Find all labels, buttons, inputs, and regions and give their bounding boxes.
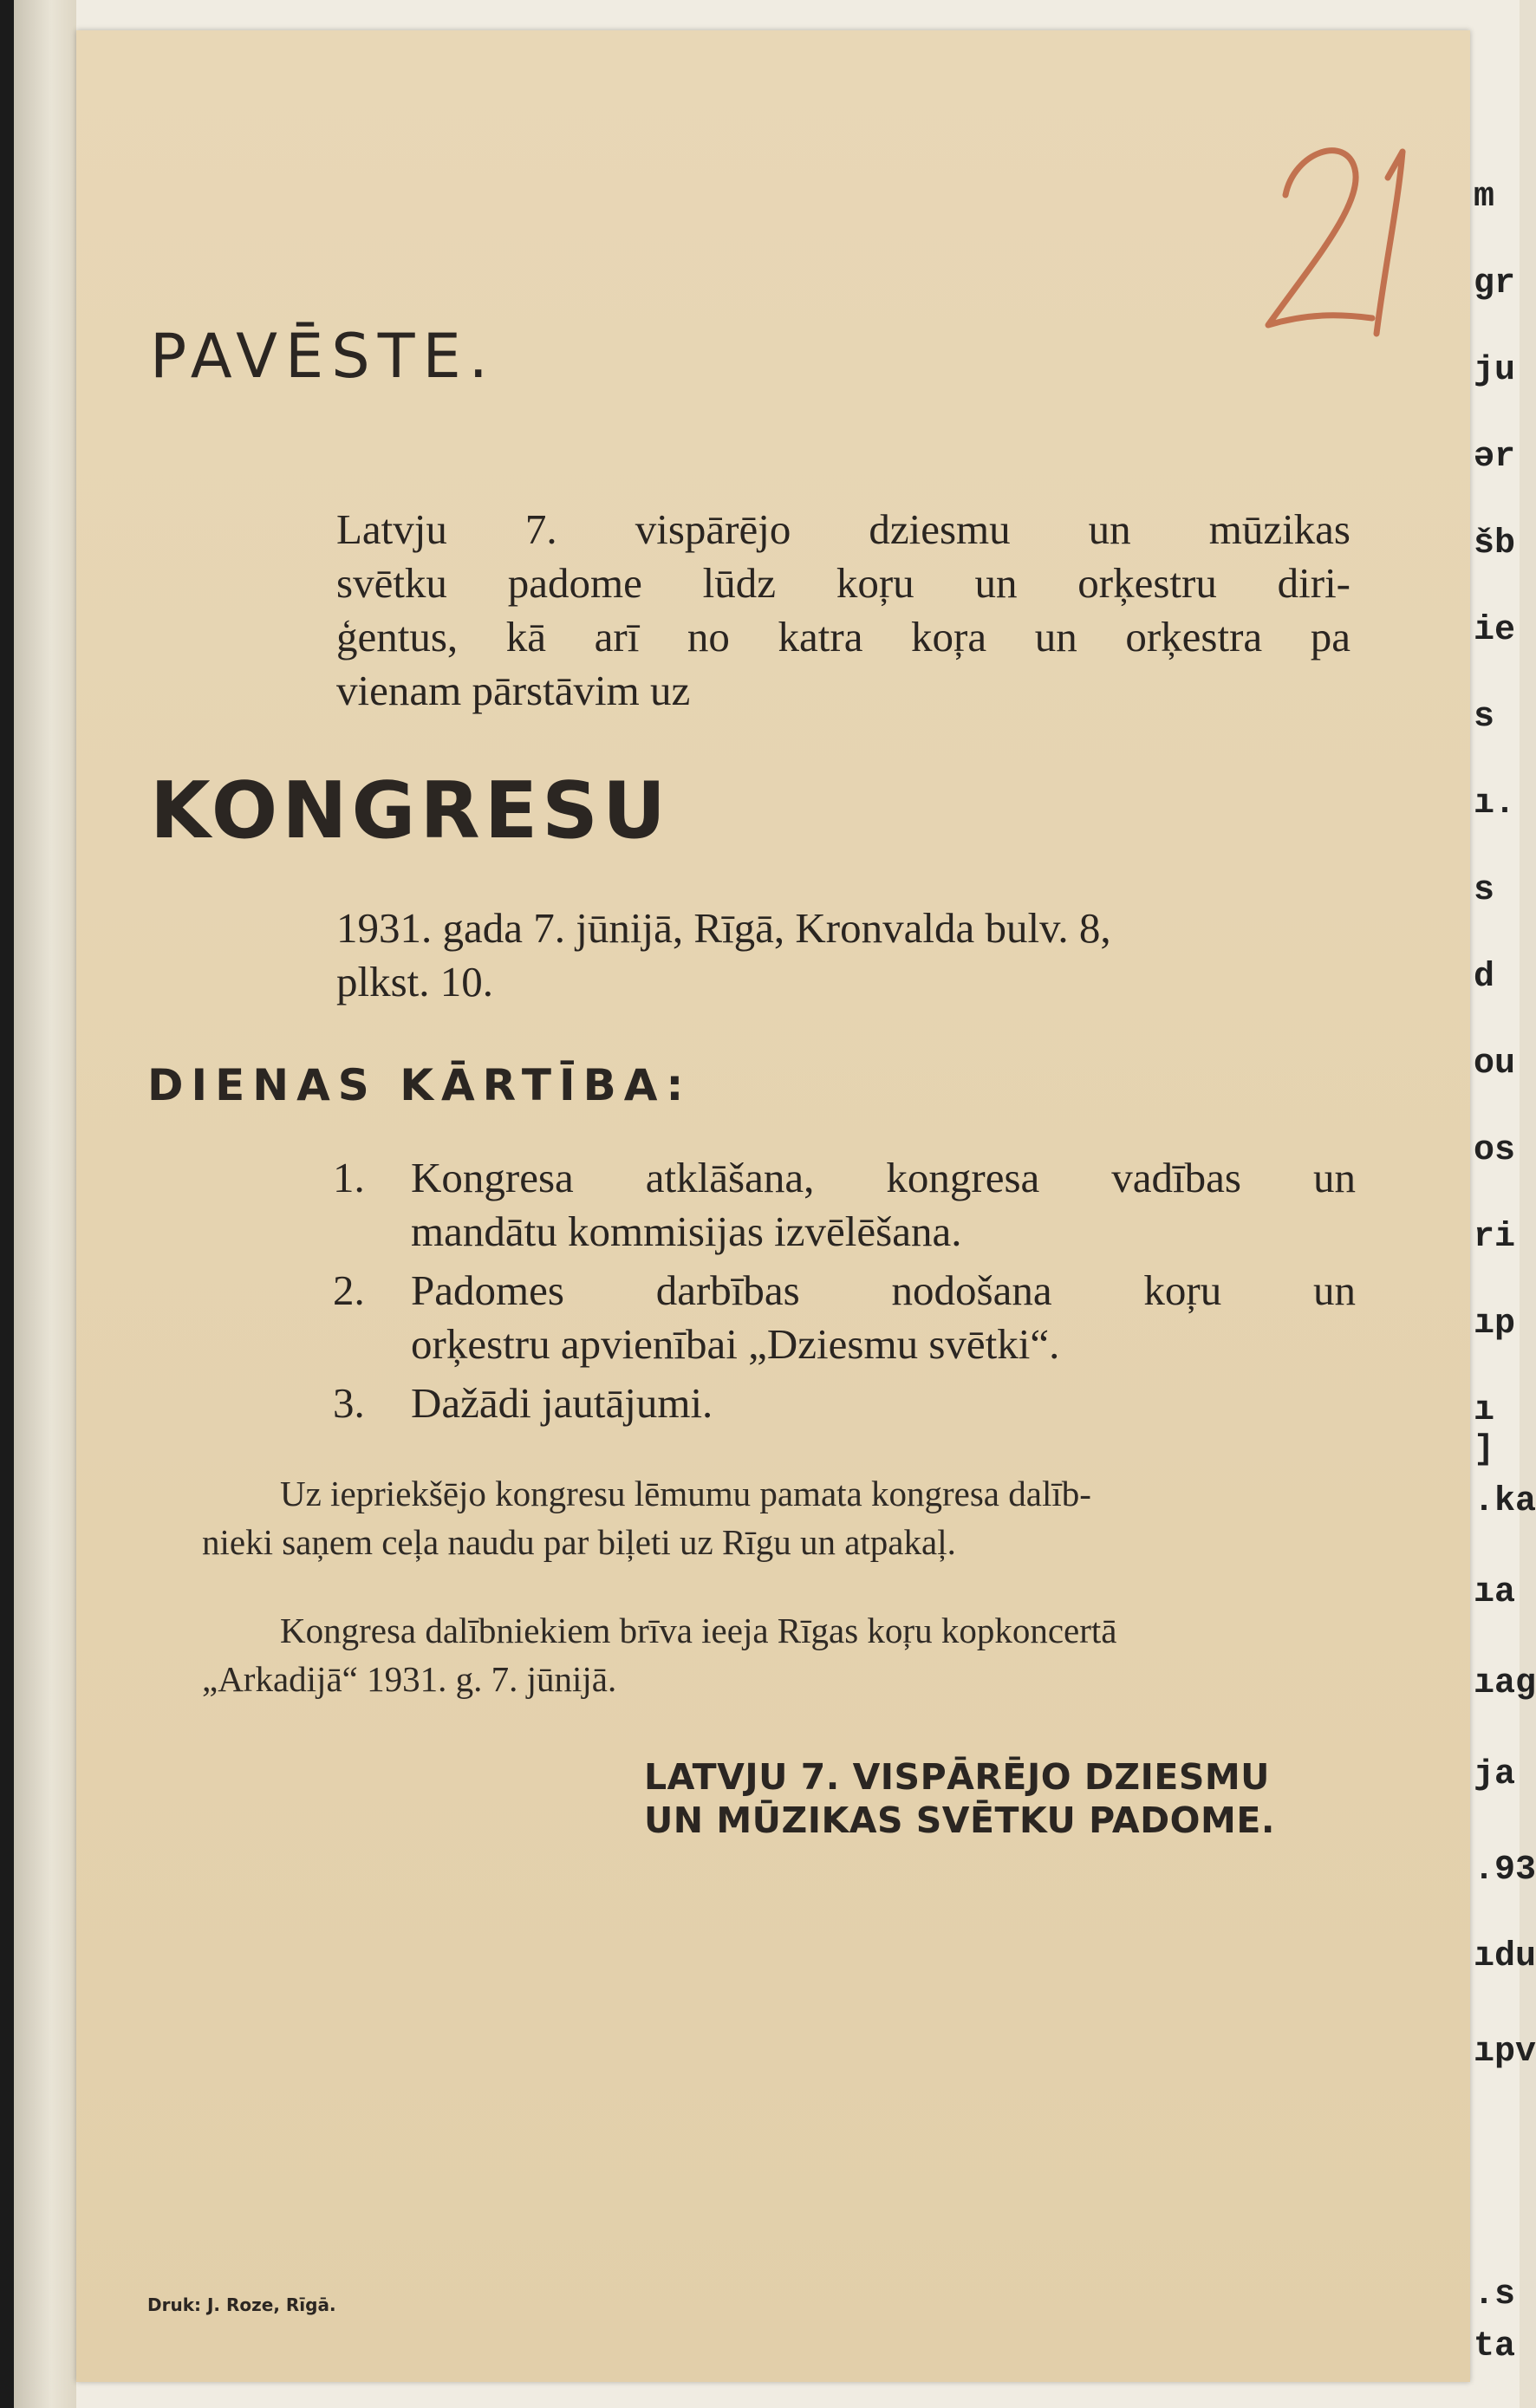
edge-fragment: m [1474, 178, 1495, 217]
edge-fragment: ja [1474, 1755, 1516, 1794]
edge-fragment: .93 [1474, 1851, 1536, 1890]
signature-line: LATVJU 7. VISPĀRĒJO DZIESMU [644, 1756, 1270, 1798]
signature-block [644, 1755, 1355, 1842]
edge-fragment: s [1474, 698, 1495, 737]
edge-fragment: ıp [1474, 1305, 1516, 1344]
travel-note [202, 1469, 1346, 1566]
edge-fragment: s [1474, 871, 1495, 910]
intro-line: ģentus, kā arī no katra koŗa un orķestra pa [336, 613, 1351, 661]
edge-fragment: ie [1474, 611, 1516, 650]
scan-border-strip [14, 0, 76, 2408]
edge-fragment: ıa [1474, 1573, 1516, 1612]
agenda-line: Dažādi jautājumi. [411, 1379, 713, 1427]
edge-fragment: .ka [1474, 1482, 1536, 1521]
edge-fragment: ı. [1474, 784, 1516, 823]
meeting-details [336, 901, 1351, 1009]
intro-paragraph [336, 503, 1351, 718]
meeting-line: plkst. 10. [336, 958, 494, 1006]
edge-fragment: ıag [1474, 1664, 1536, 1703]
agenda-line: Kongresa atklāšana, kongresa vadības un [411, 1154, 1356, 1201]
edge-fragment: d [1474, 958, 1495, 997]
handwritten-number-annotation [1233, 117, 1424, 351]
agenda-text [411, 1264, 1356, 1371]
note-line: „Arkadijā“ 1931. g. 7. jūnijā. [202, 1659, 617, 1699]
edge-fragment: gr [1474, 264, 1516, 303]
meeting-line: 1931. gada 7. jūnijā, Rīgā, Kronvalda bulv. 8, [336, 904, 1111, 952]
notice-sheet [76, 30, 1470, 2382]
note-line: nieki saņem ceļa naudu par biļeti uz Rīgu un atpakaļ. [202, 1522, 956, 1562]
edge-fragment: ri [1474, 1218, 1516, 1257]
scan-border-dark [0, 0, 14, 2408]
edge-fragment: ta [1474, 2327, 1516, 2366]
edge-fragment: ju [1474, 351, 1516, 390]
page-title: PAVĒSTE. [150, 321, 496, 392]
agenda-number: 2. [333, 1266, 365, 1314]
agenda-line: Padomes darbības nodošana koŗu un [411, 1266, 1356, 1314]
edge-fragment: .s [1474, 2275, 1516, 2314]
main-heading: KONGRESU [150, 765, 671, 856]
agenda-line: mandātu kommisijas izvēlēšana. [411, 1207, 962, 1255]
agenda-line: orķestru apvienībai „Dziesmu svētki“. [411, 1320, 1060, 1368]
agenda-text [411, 1151, 1356, 1259]
edge-fragment: šb [1474, 524, 1516, 563]
intro-line: vienam pārstāvim uz [336, 667, 691, 714]
note-line: Uz iepriekšējo kongresu lēmumu pamata kongresa dalīb- [280, 1474, 1091, 1513]
printer-imprint: Druk: J. Roze, Rīgā. [147, 2294, 336, 2315]
underlying-page-edge-text [1474, 0, 1536, 2408]
edge-fragment: ər [1474, 438, 1516, 477]
intro-line: Latvju 7. vispārējo dziesmu un mūzikas [336, 505, 1351, 553]
edge-fragment: os [1474, 1131, 1516, 1170]
edge-fragment: ou [1474, 1045, 1516, 1084]
concert-note [202, 1606, 1346, 1703]
signature-line: UN MŪZIKAS SVĒTKU PADOME. [644, 1799, 1275, 1841]
edge-fragment: ıpv [1474, 2033, 1536, 2072]
note-line: Kongresa dalībniekiem brīva ieeja Rīgas koŗu kopkoncertā [280, 1611, 1117, 1650]
agenda-text [411, 1376, 1356, 1430]
agenda-title: DIENAS KĀRTĪBA: [147, 1060, 692, 1110]
edge-fragment: ıdu [1474, 1937, 1536, 1976]
edge-fragment: ı ] [1474, 1391, 1495, 1469]
agenda-number: 3. [333, 1379, 365, 1427]
intro-line: svētku padome lūdz koŗu un orķestru diri- [336, 559, 1351, 607]
agenda-number: 1. [333, 1154, 365, 1201]
